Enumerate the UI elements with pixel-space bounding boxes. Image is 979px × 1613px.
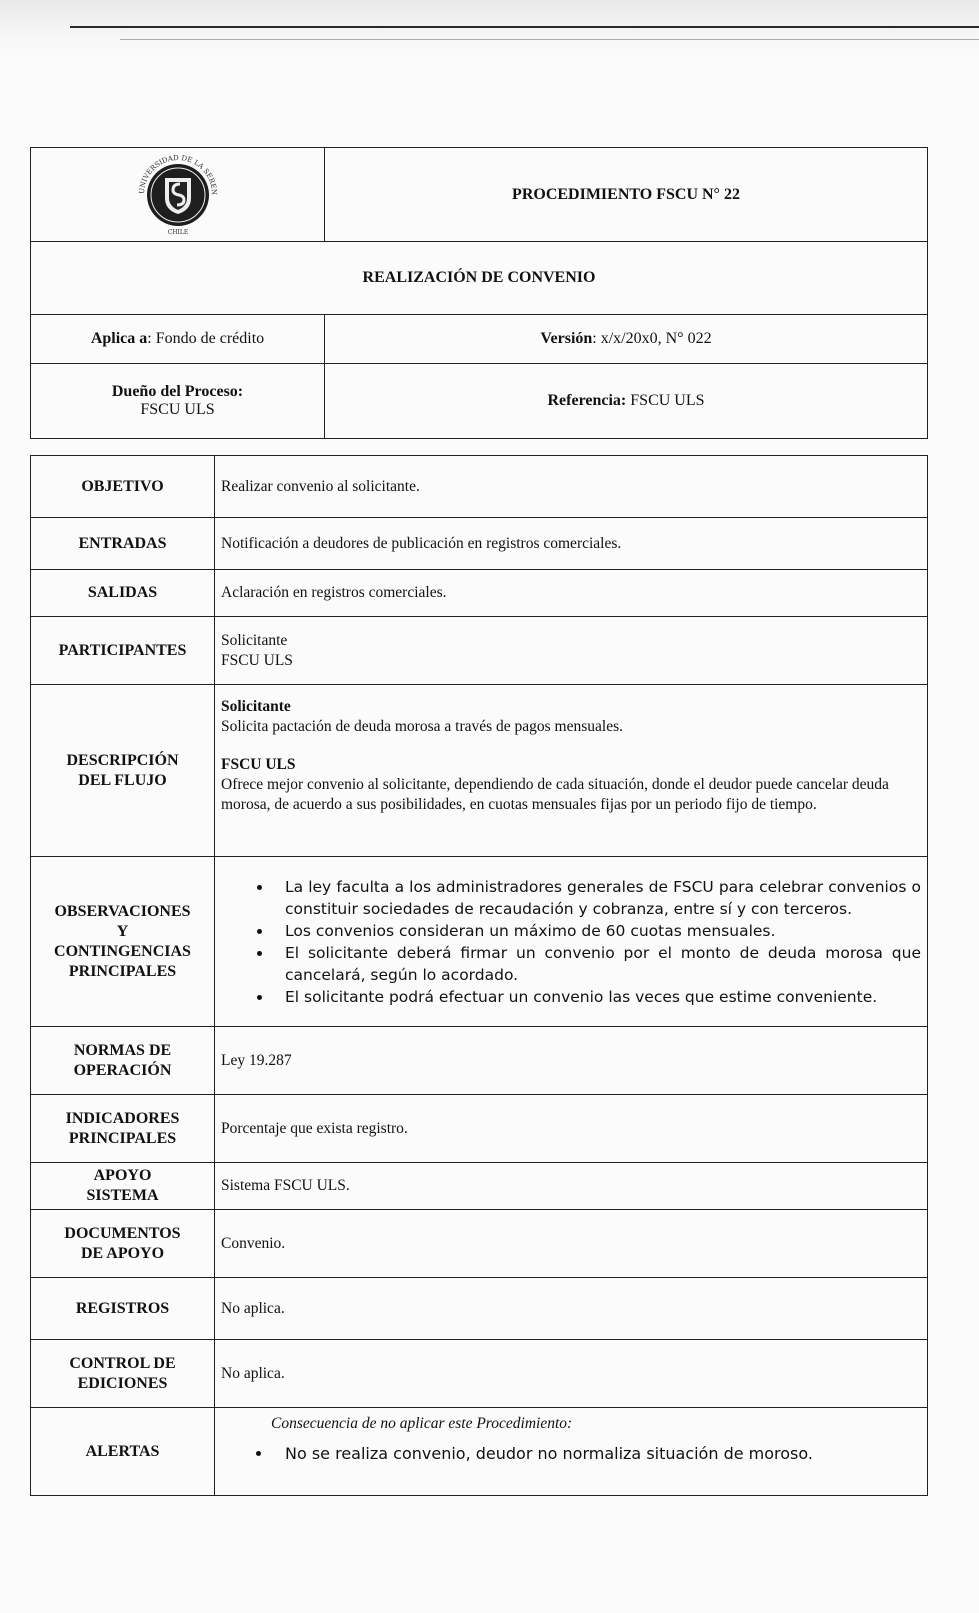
- list-item: • El solicitante podrá efectuar un convenio las veces que estime conveniente.: [273, 986, 921, 1008]
- list-item: • Los convenios consideran un máximo de 60 cuotas mensuales.: [273, 920, 921, 942]
- participant-line: FSCU ULS: [221, 651, 293, 669]
- scan-shadow: [0, 0, 979, 62]
- row-label: [31, 1210, 215, 1278]
- table-row: [31, 685, 928, 857]
- reference-label: Referencia:: [547, 392, 627, 409]
- row-value: Sistema FSCU ULS.: [215, 1163, 928, 1210]
- table-row: [31, 456, 928, 518]
- owner-value: FSCU ULS: [140, 401, 215, 418]
- row-value: No aplica.: [215, 1340, 928, 1408]
- label-line: EDICIONES: [77, 1374, 168, 1392]
- table-row: [31, 1163, 928, 1210]
- version-cell: [325, 315, 928, 364]
- row-value: Aclaración en registros comerciales.: [215, 570, 928, 617]
- row-label: ALERTAS: [31, 1408, 215, 1496]
- label-line: CONTROL DE: [69, 1354, 176, 1372]
- row-label: ENTRADAS: [31, 518, 215, 570]
- label-line: OPERACIÓN: [73, 1061, 172, 1079]
- reference-value: FSCU ULS: [626, 392, 705, 409]
- table-row: [31, 1408, 928, 1496]
- label-line: DE APOYO: [80, 1244, 165, 1262]
- applies-to-cell: [31, 315, 325, 364]
- alerts-list: [221, 1444, 921, 1464]
- table-row: [31, 518, 928, 570]
- table-row: [31, 857, 928, 1027]
- label-line: CONTINGENCIAS: [54, 942, 191, 960]
- svg-text:UNIVERSIDAD DE LA SERENA: UNIVERSIDAD DE LA SEREN: [137, 153, 218, 196]
- owner-cell: [31, 364, 325, 439]
- row-value: [215, 1408, 928, 1496]
- list-item: • La ley faculta a los administradores generales de FSCU para celebrar convenios o constituir sociedades de recaudación y cobranza, entre sí y con terceros.: [273, 876, 921, 920]
- participant-line: Solicitante: [221, 631, 288, 649]
- row-label: [31, 1027, 215, 1095]
- row-value: Porcentaje que exista registro.: [215, 1095, 928, 1163]
- row-value: Realizar convenio al solicitante.: [215, 456, 928, 518]
- label-line: SISTEMA: [86, 1187, 159, 1204]
- list-item: • No se realiza convenio, deudor no normaliza situación de moroso.: [273, 1444, 921, 1464]
- document-subtitle: REALIZACIÓN DE CONVENIO: [31, 242, 928, 315]
- scan-edge-line: [70, 26, 979, 28]
- row-label: [31, 685, 215, 857]
- label-line: DESCRIPCIÓN: [66, 751, 179, 769]
- row-label: [31, 1163, 215, 1210]
- version-value: : x/x/20x0, N° 022: [592, 330, 712, 347]
- scan-edge-line: [120, 39, 979, 40]
- version-label: Versión: [540, 330, 593, 347]
- header-table: [30, 147, 928, 439]
- row-label: [31, 1095, 215, 1163]
- row-value: [215, 857, 928, 1027]
- label-line: DOCUMENTOS: [64, 1224, 181, 1242]
- list-item: • El solicitante deberá firmar un convenio por el monto de deuda morosa que cancelará, según lo acordado.: [273, 942, 921, 986]
- label-line: DEL FLUJO: [78, 771, 167, 789]
- flow-text: Ofrece mejor convenio al solicitante, dependiendo de cada situación, donde el deudor puede cancelar deuda morosa, de acuerdo a sus posibilidades, en cuotas mensuales fijas por un periodo fijo de tiempo.: [221, 776, 889, 813]
- label-line: OBSERVACIONES: [54, 902, 191, 920]
- flow-subheading: Solicitante: [221, 698, 291, 715]
- row-label: PARTICIPANTES: [31, 617, 215, 685]
- owner-label: Dueño del Proceso:: [111, 383, 244, 400]
- svg-text:CHILE: CHILE: [167, 229, 188, 236]
- row-label: REGISTROS: [31, 1278, 215, 1340]
- applies-label: Aplica a: [90, 330, 148, 347]
- label-line: INDICADORES: [65, 1109, 180, 1127]
- table-row: [31, 1095, 928, 1163]
- label-line: Y: [116, 922, 129, 940]
- row-value: [215, 685, 928, 857]
- university-seal-icon: [130, 148, 226, 241]
- flow-text: Solicita pactación de deuda morosa a través de pagos mensuales.: [221, 718, 624, 735]
- row-label: [31, 857, 215, 1027]
- applies-value: : Fondo de crédito: [147, 330, 265, 347]
- table-row: [31, 1340, 928, 1408]
- row-value: Ley 19.287: [215, 1027, 928, 1095]
- procedure-title: PROCEDIMIENTO FSCU N° 22: [325, 148, 928, 242]
- reference-cell: [325, 364, 928, 439]
- procedure-table: [30, 455, 928, 1496]
- row-label: [31, 1340, 215, 1408]
- table-row: [31, 617, 928, 685]
- row-value: [215, 617, 928, 685]
- label-line: PRINCIPALES: [68, 962, 177, 980]
- flow-subheading: FSCU ULS: [221, 756, 296, 773]
- table-row: [31, 570, 928, 617]
- label-line: APOYO: [93, 1167, 152, 1184]
- table-row: [31, 1278, 928, 1340]
- table-row: [31, 1210, 928, 1278]
- label-line: NORMAS DE: [73, 1041, 172, 1059]
- row-label: SALIDAS: [31, 570, 215, 617]
- row-value: Convenio.: [215, 1210, 928, 1278]
- table-row: [31, 1027, 928, 1095]
- alerts-intro: Consecuencia de no aplicar este Procedimiento:: [271, 1415, 573, 1432]
- observations-list: [221, 876, 921, 1008]
- row-value: No aplica.: [215, 1278, 928, 1340]
- logo-cell: [31, 148, 325, 242]
- row-value: Notificación a deudores de publicación en registros comerciales.: [215, 518, 928, 570]
- row-label: OBJETIVO: [31, 456, 215, 518]
- label-line: PRINCIPALES: [68, 1129, 177, 1147]
